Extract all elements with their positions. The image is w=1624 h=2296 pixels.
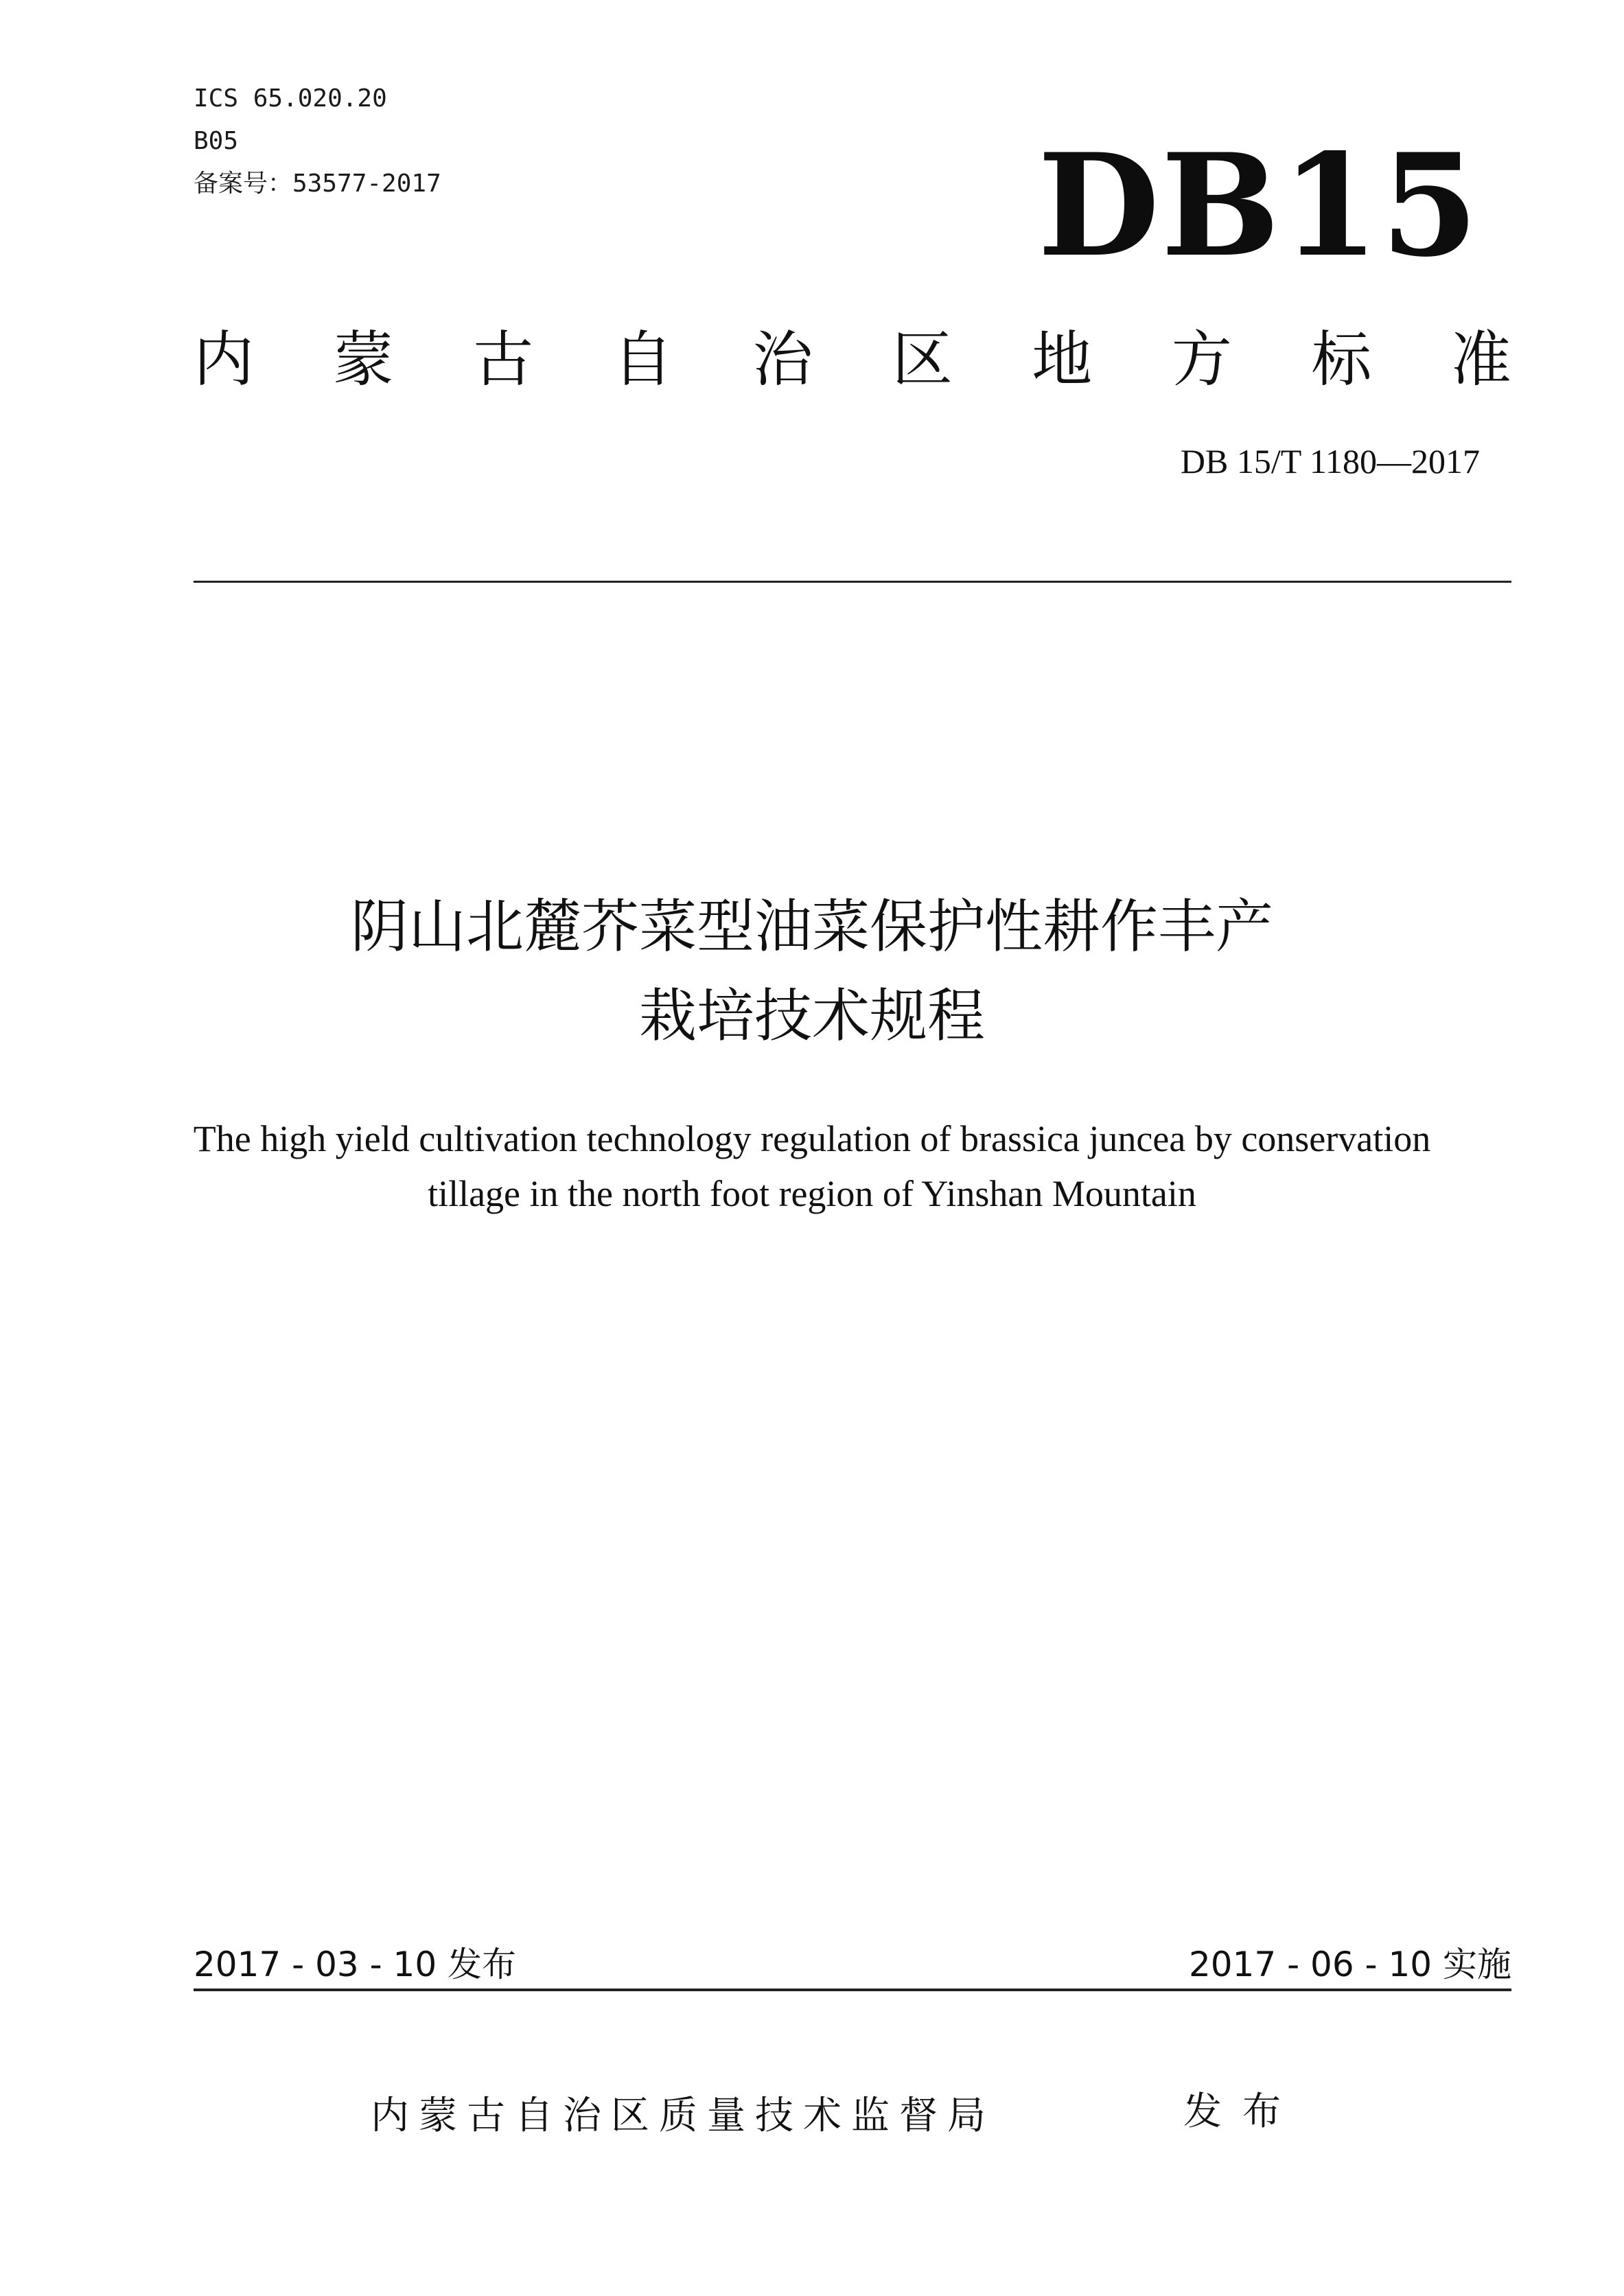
standard-type-char: 地 bbox=[1032, 324, 1093, 395]
top-divider bbox=[194, 581, 1511, 583]
standard-number: DB 15/T 1180—2017 bbox=[1180, 442, 1480, 480]
standard-type-char: 自 bbox=[612, 324, 673, 395]
ccs-code: B05 bbox=[194, 127, 239, 155]
standard-type-char: 古 bbox=[473, 324, 534, 395]
standard-type-char: 标 bbox=[1311, 324, 1372, 395]
publish-date: 2017 - 03 - 10 发布 bbox=[194, 1945, 517, 1984]
bottom-divider bbox=[194, 1988, 1511, 1991]
standard-logo: DB15 bbox=[1037, 124, 1480, 288]
title-en-line-1: The high yield cultivation technology regulation of brassica juncea by conservation bbox=[193, 1118, 1431, 1159]
standard-type-char: 方 bbox=[1171, 324, 1232, 395]
issue-label: 发布 bbox=[1183, 2089, 1301, 2134]
standard-type-char: 区 bbox=[892, 324, 953, 395]
title-cn-line-1: 阴山北麓芥菜型油菜保护性耕作丰产 bbox=[350, 893, 1273, 960]
ics-code: ICS 65.020.20 bbox=[194, 84, 387, 113]
standard-type-char: 内 bbox=[194, 324, 255, 395]
standard-type-heading bbox=[194, 317, 1511, 393]
title-cn-line-2: 栽培技术规程 bbox=[638, 982, 985, 1050]
standard-type-char: 蒙 bbox=[333, 324, 394, 395]
standard-type-char: 治 bbox=[752, 324, 813, 395]
filing-number: 备案号：53577-2017 bbox=[194, 170, 441, 198]
standard-type-char: 准 bbox=[1450, 324, 1511, 395]
implement-date: 2017 - 06 - 10 实施 bbox=[1188, 1945, 1511, 1984]
issuing-authority: 内蒙古自治区质量技术监督局 bbox=[371, 2094, 995, 2138]
title-en-line-2: tillage in the north foot region of Yinshan Mountain bbox=[428, 1173, 1196, 1214]
